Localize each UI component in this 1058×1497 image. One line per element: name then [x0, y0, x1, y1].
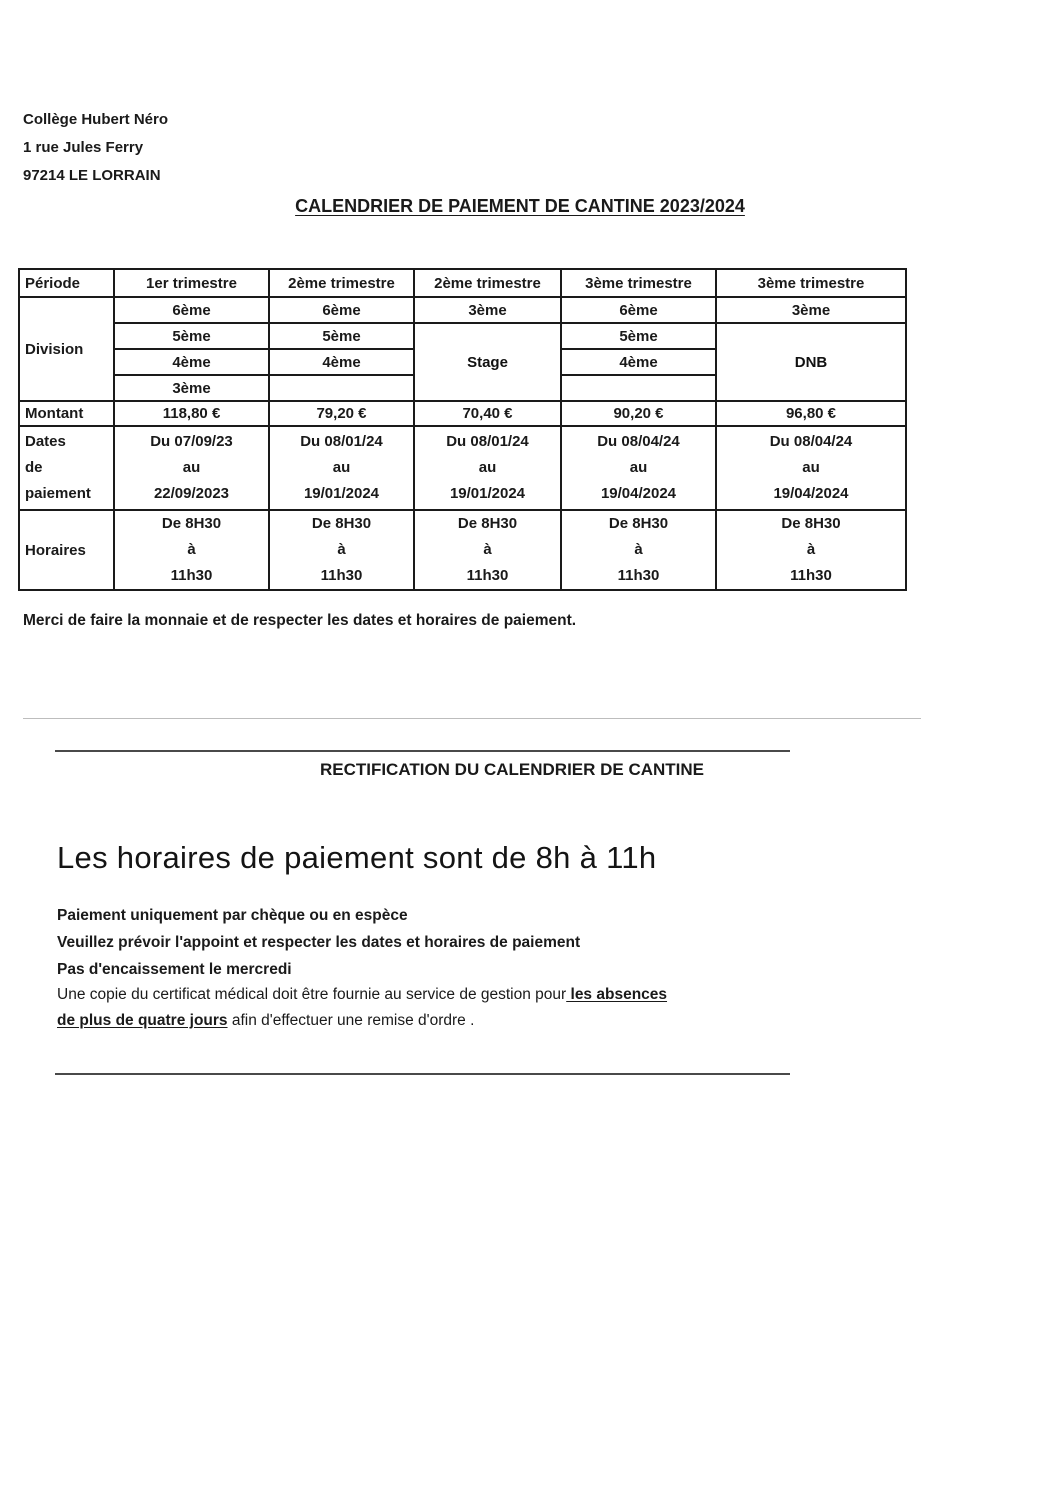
rectification-title: RECTIFICATION DU CALENDRIER DE CANTINE	[319, 760, 705, 779]
division-row	[19, 323, 906, 349]
instruction-line: Paiement uniquement par chèque ou en espèce	[57, 907, 408, 924]
horaire-line: De 8H30	[457, 515, 518, 532]
dnb-cell: DNB	[716, 323, 906, 401]
paragraph-emphasis: les absences	[566, 986, 668, 1003]
date-mid: au	[629, 459, 648, 476]
division-cell: 4ème	[114, 349, 269, 375]
division-cell: 3ème	[716, 297, 906, 323]
dates-cell	[269, 426, 414, 510]
division-cell: 3ème	[114, 375, 269, 401]
date-from: Du 08/01/24	[300, 433, 383, 450]
payment-calendar-table	[18, 268, 907, 591]
horaire-line: à	[187, 541, 196, 558]
horaire-line: à	[483, 541, 492, 558]
horaires-cell	[114, 510, 269, 590]
headline-hours: Les horaires de paiement sont de 8h à 11h	[57, 840, 657, 875]
paragraph-emphasis: de plus de quatre jours	[57, 1012, 228, 1029]
period-header-cell: 2ème trimestre	[269, 269, 414, 297]
horaire-line: 11h30	[170, 567, 213, 584]
division-cell: 3ème	[414, 297, 561, 323]
dates-label-line: paiement	[25, 485, 91, 502]
division-cell: 4ème	[561, 349, 716, 375]
dates-label-line: de	[25, 459, 43, 476]
scan-line-faint	[23, 718, 921, 719]
divider-line-bottom	[55, 1073, 790, 1075]
horaires-label-cell: Horaires	[19, 510, 114, 590]
date-mid: au	[478, 459, 497, 476]
dates-cell	[414, 426, 561, 510]
date-from: Du 08/04/24	[597, 433, 680, 450]
date-to: 19/01/2024	[303, 485, 380, 502]
dates-label-cell	[19, 426, 114, 510]
dates-cell	[716, 426, 906, 510]
dates-row	[19, 426, 906, 510]
division-cell: 6ème	[561, 297, 716, 323]
date-to: 19/01/2024	[449, 485, 526, 502]
date-from: Du 08/01/24	[446, 433, 529, 450]
division-cell: 4ème	[269, 349, 414, 375]
montant-cell: 79,20 €	[269, 401, 414, 426]
horaire-line: 11h30	[617, 567, 660, 584]
date-mid: au	[332, 459, 351, 476]
division-cell: 6ème	[114, 297, 269, 323]
instruction-line: Veuillez prévoir l'appoint et respecter les dates et horaires de paiement	[57, 934, 581, 951]
horaire-line: à	[634, 541, 643, 558]
horaire-line: 11h30	[466, 567, 509, 584]
merci-note: Merci de faire la monnaie et de respecter les dates et horaires de paiement.	[23, 612, 577, 629]
horaire-line: 11h30	[320, 567, 363, 584]
horaire-line: De 8H30	[781, 515, 841, 532]
horaires-cell	[561, 510, 716, 590]
empty-cell	[561, 375, 716, 401]
date-from: Du 07/09/23	[150, 433, 233, 450]
dates-cell	[114, 426, 269, 510]
montant-cell: 96,80 €	[716, 401, 906, 426]
period-header-cell: 3ème trimestre	[561, 269, 716, 297]
dates-cell	[561, 426, 716, 510]
montant-cell: 90,20 €	[561, 401, 716, 426]
montant-label-cell: Montant	[19, 401, 114, 426]
horaires-cell	[716, 510, 906, 590]
stage-cell: Stage	[414, 323, 561, 401]
horaires-cell	[269, 510, 414, 590]
paragraph-line	[57, 1008, 787, 1034]
date-from: Du 08/04/24	[769, 433, 853, 450]
periode-label-cell: Période	[19, 269, 114, 297]
horaire-line: à	[337, 541, 346, 558]
date-to: 19/04/2024	[600, 485, 677, 502]
school-header	[23, 106, 168, 190]
horaires-row	[19, 510, 906, 590]
divider-line-top	[55, 750, 790, 752]
date-to: 22/09/2023	[153, 485, 230, 502]
division-cell: 5ème	[561, 323, 716, 349]
montant-row	[19, 401, 906, 426]
paragraph-text: afin d'effectuer une remise d'ordre .	[227, 1012, 475, 1029]
horaire-line: De 8H30	[161, 515, 222, 532]
period-header-cell: 2ème trimestre	[414, 269, 561, 297]
period-header-cell: 1er trimestre	[114, 269, 269, 297]
date-mid: au	[182, 459, 201, 476]
division-label-cell: Division	[19, 297, 114, 401]
paragraph-line	[57, 982, 787, 1008]
horaire-line: De 8H30	[608, 515, 669, 532]
document-title: CALENDRIER DE PAIEMENT DE CANTINE 2023/2024	[295, 196, 745, 216]
school-address-line2: 97214 LE LORRAIN	[23, 167, 161, 184]
division-cell: 5ème	[114, 323, 269, 349]
school-name: Collège Hubert Néro	[23, 111, 169, 128]
horaire-line: à	[806, 541, 816, 558]
division-cell: 5ème	[269, 323, 414, 349]
montant-cell: 118,80 €	[114, 401, 269, 426]
division-row	[19, 297, 906, 323]
paragraph-text: Une copie du certificat médical doit être fournie au service de gestion pour	[57, 986, 567, 1003]
division-cell: 6ème	[269, 297, 414, 323]
date-mid: au	[802, 459, 820, 476]
period-header-row	[19, 269, 906, 297]
horaire-line: De 8H30	[311, 515, 372, 532]
school-address-line1: 1 rue Jules Ferry	[23, 139, 144, 156]
dates-label-line: Dates	[25, 433, 66, 450]
period-header-cell: 3ème trimestre	[716, 269, 906, 297]
horaires-cell	[414, 510, 561, 590]
horaire-line: 11h30	[790, 567, 832, 584]
payment-instructions	[57, 902, 580, 983]
instruction-line: Pas d'encaissement le mercredi	[57, 961, 292, 978]
montant-cell: 70,40 €	[414, 401, 561, 426]
hatched-empty-cell	[269, 375, 414, 401]
medical-certificate-paragraph	[57, 982, 787, 1034]
date-to: 19/04/2024	[773, 485, 849, 502]
